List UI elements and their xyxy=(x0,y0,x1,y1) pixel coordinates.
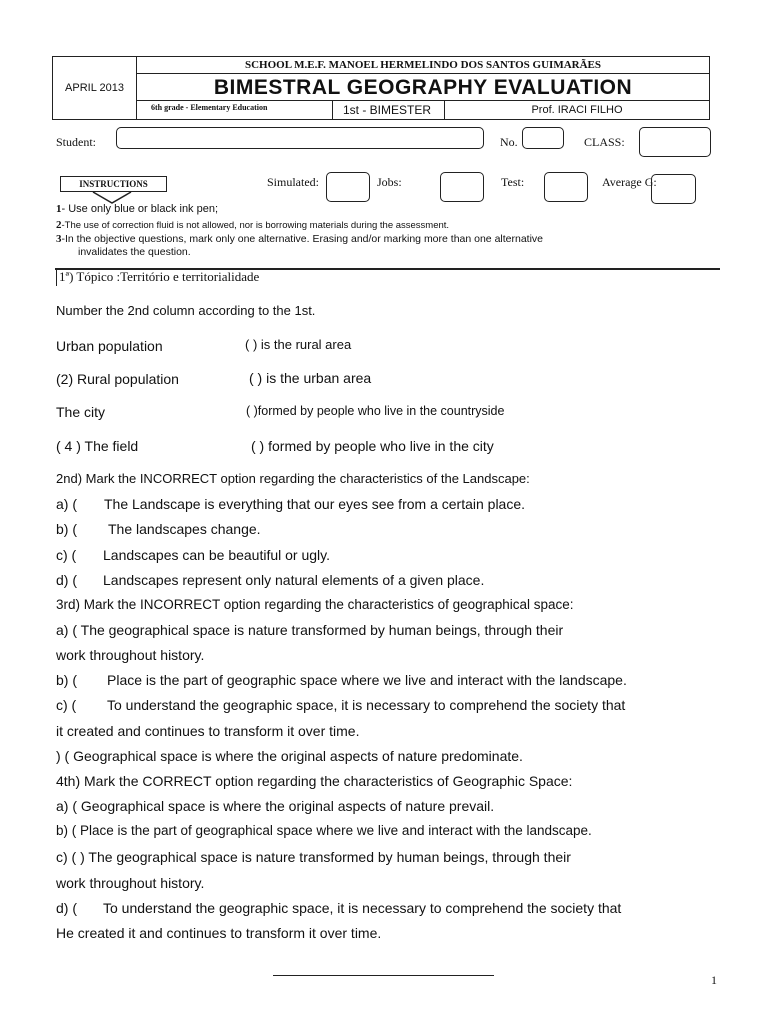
q4-option-c-continued: work throughout history. xyxy=(56,875,205,891)
q2-option-c[interactable]: c) ( Landscapes can be beautiful or ugly. xyxy=(56,547,331,563)
student-name-field[interactable] xyxy=(116,127,484,149)
instructions-label: INSTRUCTIONS xyxy=(60,176,167,192)
instruction-item: 2-The use of correction fluid is not allowed, nor is borrowing materials during the assessment. xyxy=(56,219,450,231)
professor-label: Prof. IRACI FILHO xyxy=(531,104,623,116)
q3-option-a[interactable]: a) ( The geographical space is nature transformed by human beings, through their xyxy=(56,622,564,638)
header-table xyxy=(52,56,710,120)
footer-line xyxy=(273,975,494,976)
average-score-field[interactable] xyxy=(651,174,696,204)
class-field[interactable] xyxy=(639,127,711,157)
test-label: Test: xyxy=(501,175,525,189)
q4-prompt: 4th) Mark the CORRECT option regarding the characteristics of Geographic Space: xyxy=(56,773,573,789)
q1-right-item[interactable]: ( ) formed by people who live in the city xyxy=(251,438,494,454)
q4-option-a[interactable]: a) ( Geographical space is where the original aspects of nature prevail. xyxy=(56,798,495,814)
instruction-item: 3-In the objective questions, mark only one alternative. Erasing and/or marking more than one alternative xyxy=(56,233,544,245)
q3-option-c-continued: it created and continues to transform it over time. xyxy=(56,723,360,739)
q4-option-d-continued: He created it and continues to transform it over time. xyxy=(56,925,382,941)
q1-right-item[interactable]: ( )formed by people who live in the countryside xyxy=(246,404,505,418)
number-field[interactable] xyxy=(522,127,564,149)
q3-option-c[interactable]: c) ( To understand the geographic space, it is necessary to comprehend the society that xyxy=(56,697,626,713)
class-label: CLASS: xyxy=(584,135,625,149)
number-label: No. xyxy=(500,135,518,149)
topic-marker xyxy=(56,270,57,286)
q1-prompt: Number the 2nd column according to the 1st. xyxy=(56,303,316,318)
q2-option-b[interactable]: b) ( The landscapes change. xyxy=(56,521,261,537)
q1-left-item: The city xyxy=(56,404,106,420)
q1-right-item[interactable]: ( ) is the urban area xyxy=(249,370,372,386)
q2-option-d[interactable]: d) ( Landscapes represent only natural elements of a given place. xyxy=(56,572,485,588)
bimester-label: 1st - BIMESTER xyxy=(333,101,445,119)
school-name: SCHOOL M.E.F. MANOEL HERMELINDO DOS SANTOS GUIMARÃES xyxy=(137,57,709,74)
grade-label: 6th grade - Elementary Education xyxy=(137,101,333,119)
average-label: Average G: xyxy=(602,175,657,189)
q4-option-b[interactable]: b) ( Place is the part of geographical space where we live and interact with the landscape. xyxy=(56,823,592,838)
topic-heading: 1ª) Tópico :Território e territorialidade xyxy=(59,269,260,284)
jobs-score-field[interactable] xyxy=(440,172,484,202)
q1-left-item: ( 4 ) The field xyxy=(56,438,139,454)
q3-option-d[interactable]: ) ( Geographical space is where the original aspects of nature predominate. xyxy=(56,748,523,764)
jobs-label: Jobs: xyxy=(377,175,402,189)
exam-title: BIMESTRAL GEOGRAPHY EVALUATION xyxy=(137,74,709,101)
student-label: Student: xyxy=(56,135,97,149)
q3-option-b[interactable]: b) ( Place is the part of geographic space where we live and interact with the landscape. xyxy=(56,672,627,688)
simulated-label: Simulated: xyxy=(267,175,319,189)
test-score-field[interactable] xyxy=(544,172,588,202)
exam-date: APRIL 2013 xyxy=(53,57,137,119)
instruction-item: 1- Use only blue or black ink pen; xyxy=(56,203,219,215)
q4-option-c[interactable]: c) ( ) The geographical space is nature transformed by human beings, through their xyxy=(56,849,571,865)
simulated-score-field[interactable] xyxy=(326,172,370,202)
q1-left-item: Urban population xyxy=(56,338,163,354)
q4-option-d[interactable]: d) ( To understand the geographic space, it is necessary to comprehend the society that xyxy=(56,900,622,916)
q3-option-a-continued: work throughout history. xyxy=(56,647,205,663)
q1-right-item[interactable]: ( ) is the rural area xyxy=(245,337,352,352)
instruction-item-continued: invalidates the question. xyxy=(78,246,191,258)
q2-option-a[interactable]: a) ( The Landscape is everything that our eyes see from a certain place. xyxy=(56,496,526,512)
q3-prompt: 3rd) Mark the INCORRECT option regarding the characteristics of geographical space: xyxy=(56,597,574,612)
q1-left-item: (2) Rural population xyxy=(56,371,179,387)
q2-prompt: 2nd) Mark the INCORRECT option regarding the characteristics of the Landscape: xyxy=(56,471,530,486)
page-number: 1 xyxy=(711,973,717,987)
